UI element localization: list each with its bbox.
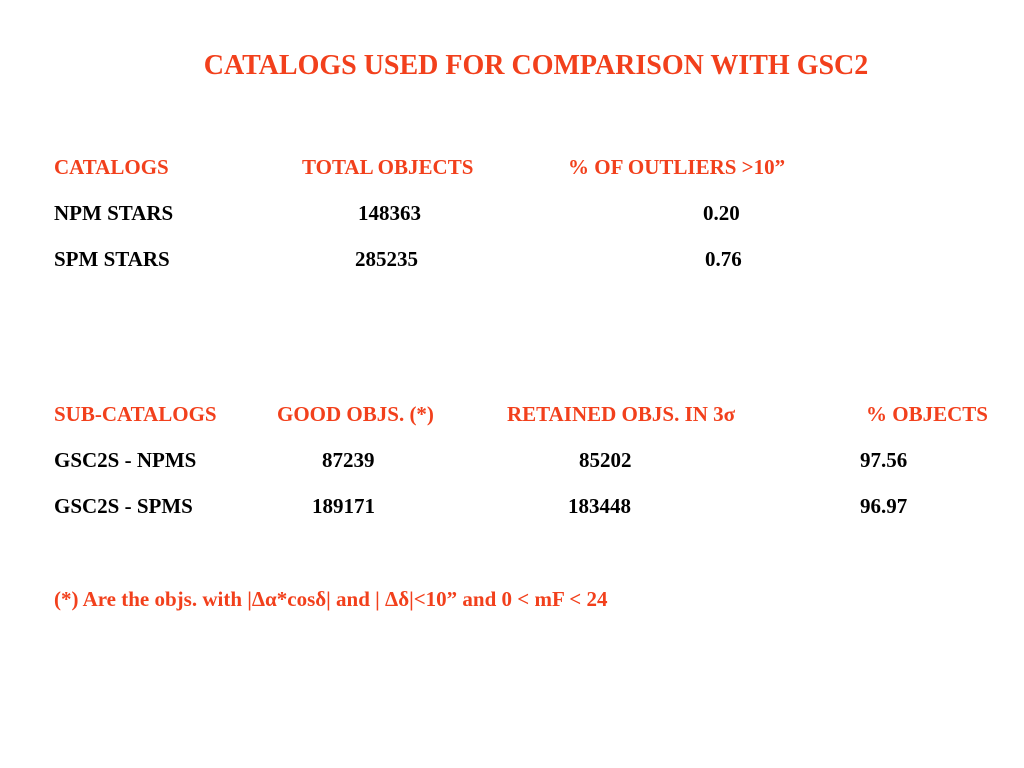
retained-objs-cell: 183448 [568, 494, 631, 518]
total-objects-header: TOTAL OBJECTS [302, 155, 474, 179]
percent-objects-cell: 96.97 [860, 494, 908, 518]
retained-objs-header: RETAINED OBJS. IN 3σ [507, 402, 736, 426]
footnote: (*) Are the objs. with |Δα*cosδ| and | Δδ|<10” and 0 < mF < 24 [54, 587, 608, 611]
good-objs-header: GOOD OBJS. (*) [277, 402, 434, 426]
total-objects-cell: 148363 [358, 201, 421, 225]
sub-catalog-name-cell: GSC2S - NPMS [54, 448, 197, 472]
sub-catalog-name-cell: GSC2S - SPMS [54, 494, 193, 518]
catalog-name-cell: NPM STARS [54, 201, 174, 225]
outliers-cell: 0.76 [705, 247, 742, 271]
slide-title: CATALOGS USED FOR COMPARISON WITH GSC2 [203, 50, 869, 81]
sub-catalogs-header: SUB-CATALOGS [54, 402, 217, 426]
total-objects-cell: 285235 [355, 247, 418, 271]
percent-objects-header: % OBJECTS [866, 402, 988, 426]
retained-objs-cell: 85202 [579, 448, 632, 472]
good-objs-cell: 87239 [322, 448, 375, 472]
outliers-header: % OF OUTLIERS >10” [568, 155, 786, 179]
outliers-cell: 0.20 [703, 201, 740, 225]
good-objs-cell: 189171 [312, 494, 375, 518]
catalogs-header: CATALOGS [54, 155, 169, 179]
percent-objects-cell: 97.56 [860, 448, 908, 472]
catalog-name-cell: SPM STARS [54, 247, 170, 271]
